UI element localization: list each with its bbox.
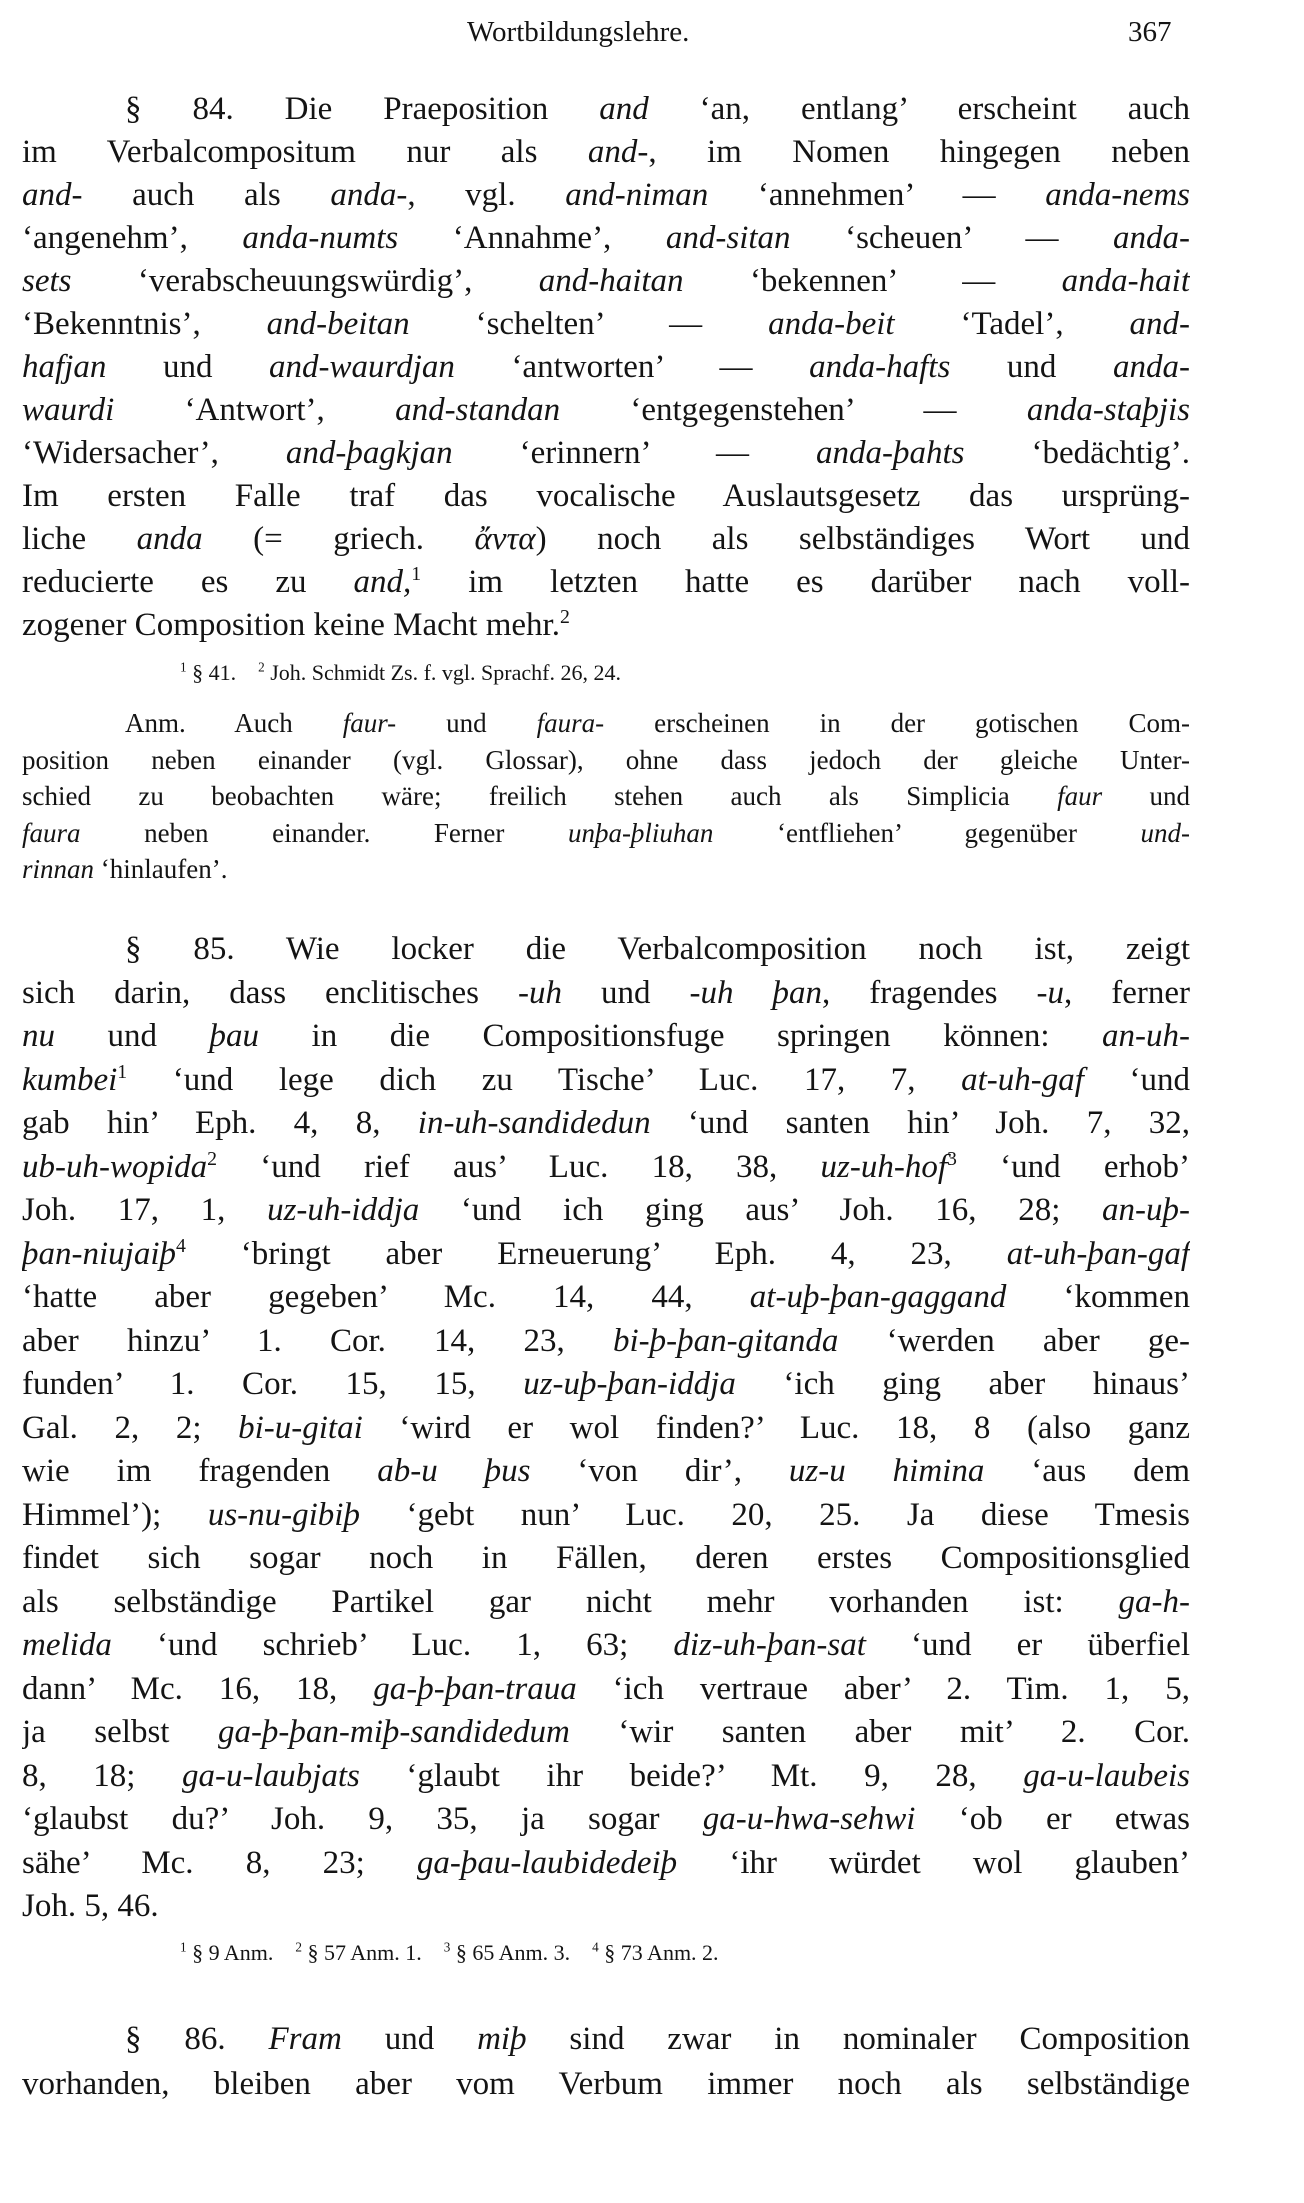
text-run: ‘Tadel’,	[894, 306, 1130, 342]
text-line	[22, 2017, 1190, 2062]
text-run: ‘bringt aber Erneuerung’ Eph. 4, 23,	[185, 1235, 1007, 1272]
gothic-word: and-beitan	[266, 306, 410, 342]
text-line	[22, 1059, 1190, 1103]
text-run: vorhanden, bleiben aber vom Verbum immer noch als selbständige	[22, 2066, 1190, 2102]
text-line	[22, 432, 1190, 475]
text-run: ‘ob er etwas	[915, 1801, 1190, 1837]
gothic-word: bi-þ-þan-gitanda	[612, 1322, 839, 1359]
gothic-word: ga-þau-laubidedeiþ	[416, 1844, 678, 1881]
gothic-word: and-sitan	[665, 220, 791, 256]
gothic-word: ga-u-laubeis	[1023, 1757, 1190, 1794]
text-run: zogener Composition keine Macht mehr.	[22, 607, 560, 643]
gothic-word: at-uh-þan-gaf	[1006, 1235, 1190, 1272]
text-line	[22, 389, 1190, 432]
text-line	[22, 1407, 1190, 1451]
text-run: ‘bedächtig’.	[964, 435, 1190, 471]
gothic-word: uz-uh-iddja	[267, 1192, 420, 1228]
text-run: als selbständige Partikel gar nicht mehr vorhanden ist:	[22, 1583, 1119, 1620]
gothic-word: an-uþ-	[1102, 1192, 1190, 1228]
footnotes-85	[180, 1938, 719, 1968]
text-run: gab hin’ Eph. 4, 8,	[22, 1105, 418, 1141]
text-run: ‘aus dem	[984, 1453, 1190, 1489]
text-run: liche	[22, 521, 137, 557]
gothic-word: and-	[1129, 306, 1190, 342]
text-line	[22, 1189, 1190, 1233]
footnote-marker: 2	[295, 1939, 302, 1955]
text-run: ) noch als selbständiges Wort und	[535, 521, 1190, 557]
footnotes-84	[180, 658, 621, 688]
text-run: ‘und rief aus’ Luc. 18, 38,	[217, 1148, 821, 1185]
gothic-word: ub-uh-wopida	[22, 1148, 208, 1185]
text-run: § 86.	[125, 2021, 269, 2057]
gothic-word: us-nu-gibiþ	[207, 1496, 360, 1533]
text-run: ‘ich ging aber hinaus’	[735, 1366, 1190, 1402]
text-run: ‘Antwort’,	[114, 392, 396, 428]
text-run: § 41.	[186, 660, 259, 685]
gothic-word: uz-uþ-þan-iddja	[523, 1366, 736, 1402]
text-line	[22, 604, 1190, 647]
gothic-word: and-niman	[565, 177, 709, 213]
gothic-word: waurdi	[22, 392, 115, 428]
text-run: Gal. 2, 2;	[22, 1409, 239, 1446]
text-run: im Verbalcompositum nur als	[22, 134, 588, 170]
text-run: ‘und erhob’	[956, 1148, 1190, 1185]
text-run: ‘und schrieb’ Luc. 1, 63;	[111, 1627, 674, 1663]
gothic-word: faura	[22, 817, 81, 848]
footnote-marker: 1	[180, 659, 187, 675]
text-run: ‘und	[1083, 1061, 1190, 1098]
gothic-word: nu	[22, 1018, 55, 1054]
text-line	[22, 1798, 1190, 1842]
text-run: ‘und er überfiel	[865, 1627, 1190, 1663]
text-run: ‘verabscheuungswürdig’,	[71, 263, 539, 299]
text-line	[22, 742, 1190, 779]
text-run: und	[106, 349, 270, 385]
text-run: ‘Bekenntnis’,	[22, 306, 267, 342]
gothic-word: þan-niujaiþ	[22, 1235, 176, 1272]
footnote-marker: 4	[592, 1939, 599, 1955]
text-run: neben einander. Ferner	[80, 817, 568, 848]
gothic-word: and-þagkjan	[285, 435, 453, 471]
gothic-word: and-standan	[395, 392, 561, 428]
text-run: ‘wir santen aber mit’ 2. Cor.	[569, 1714, 1190, 1750]
text-line	[22, 1885, 1190, 1929]
text-run: ‘gebt nun’ Luc. 20, 25. Ja diese Tmesis	[359, 1496, 1190, 1533]
text-run: und	[55, 1018, 210, 1054]
text-run: ‘schelten’ —	[409, 306, 769, 342]
text-run: § 65 Anm. 3.	[450, 1940, 593, 1965]
text-run: § 84. Die Praeposition	[125, 91, 600, 127]
text-line	[22, 346, 1190, 389]
running-title: Wortbildungslehre.	[467, 16, 690, 48]
gothic-word: anda-hait	[1061, 263, 1190, 299]
gothic-word: rinnan	[22, 854, 95, 884]
text-line	[22, 851, 1190, 888]
gothic-word: anda-staþjis	[1026, 392, 1190, 428]
gothic-word: ga-þ-þan-miþ-sandidedum	[217, 1714, 570, 1750]
text-line	[22, 260, 1190, 303]
text-run: und	[1102, 781, 1190, 811]
text-run: 8, 18;	[22, 1757, 183, 1794]
gothic-word: þau	[209, 1018, 260, 1054]
gothic-word: anda-	[1113, 220, 1190, 256]
gothic-word: -uh	[517, 974, 562, 1011]
text-line	[22, 475, 1190, 518]
text-line	[22, 2062, 1190, 2107]
gothic-word: unþa-þliuhan	[567, 817, 714, 848]
gothic-word: faura-	[536, 708, 605, 738]
text-run: ‘scheuen’ —	[790, 220, 1113, 256]
gothic-word: melida	[22, 1627, 112, 1663]
text-run: in die Compositionsfuge springen können:	[259, 1018, 1103, 1054]
text-run: (= griech.	[202, 521, 475, 557]
text-run: im letzten hatte es darüber nach voll-	[421, 564, 1190, 600]
text-line	[22, 815, 1190, 852]
gothic-word: -u	[1036, 974, 1064, 1011]
gothic-word: and-haitan	[538, 263, 684, 299]
paragraph-84	[22, 88, 1190, 647]
gothic-word: ga-u-laubjats	[182, 1757, 360, 1794]
text-run: erscheinen in der gotischen Com-	[604, 708, 1190, 738]
gothic-word: anda-nems	[1045, 177, 1190, 213]
text-run: § 73 Anm. 2.	[598, 1940, 719, 1965]
text-line	[22, 1233, 1190, 1277]
text-run: ‘von dir’,	[530, 1453, 789, 1489]
footnote-marker: 3	[443, 1939, 451, 1955]
text-line	[22, 1015, 1190, 1059]
text-run: ja selbst	[22, 1714, 218, 1750]
gothic-word: ga-þ-þan-traua	[373, 1670, 577, 1707]
text-run: und	[561, 974, 690, 1011]
text-run: ‘annehmen’ —	[708, 177, 1046, 213]
gothic-word: and-	[22, 177, 83, 213]
text-run: ‘entgegenstehen’ —	[560, 392, 1027, 428]
footnote-marker: 2	[559, 606, 570, 628]
footnote-marker: 3	[947, 1147, 957, 1170]
text-line	[22, 972, 1190, 1016]
gothic-word: anda-hafts	[809, 349, 951, 385]
footnote-marker: 4	[176, 1234, 186, 1257]
text-run: dann’ Mc. 16, 18,	[22, 1670, 374, 1707]
text-line	[22, 131, 1190, 174]
gothic-word: at-uþ-þan-gaggand	[749, 1279, 1007, 1315]
gothic-word: ga-u-hwa-sehwi	[702, 1801, 916, 1837]
text-line	[22, 928, 1190, 972]
text-run: position neben einander (vgl. Glossar), ohne dass jedoch der gleiche Unter-	[22, 744, 1190, 775]
gothic-word: and,	[353, 564, 412, 600]
text-run: ‘Widersacher’,	[22, 435, 286, 471]
gothic-word: hafjan	[22, 349, 107, 385]
text-run: funden’ 1. Cor. 15, 15,	[22, 1366, 524, 1402]
gothic-word: anda-þahts	[816, 435, 965, 471]
text-line	[22, 1624, 1190, 1668]
gothic-word: kumbei	[22, 1061, 118, 1098]
text-line	[22, 174, 1190, 217]
gothic-word: -uh þan	[689, 974, 822, 1011]
text-run: ‘und lege dich zu Tische’ Luc. 17, 7,	[127, 1061, 962, 1098]
footnote-marker: 1	[180, 1939, 187, 1955]
gothic-word: anda-beit	[768, 306, 895, 342]
gothic-word: sets	[22, 263, 72, 299]
text-line	[22, 1711, 1190, 1755]
gothic-word: bi-u-gitai	[238, 1409, 363, 1446]
gothic-word: anda-numts	[242, 220, 399, 256]
text-line	[22, 1537, 1190, 1581]
text-run: ‘glaubst du?’ Joh. 9, 35, ja sogar	[22, 1801, 703, 1837]
text-run: § 85. Wie locker die Verbalcomposition noch ist, zeigt	[125, 931, 1190, 967]
text-run: sind zwar in nominaler Composition	[526, 2021, 1190, 2057]
text-line	[22, 1494, 1190, 1538]
text-run: und	[950, 349, 1114, 385]
text-run: auch als	[82, 177, 331, 213]
text-run: findet sich sogar noch in Fällen, deren erstes Compositionsglied	[22, 1540, 1190, 1576]
text-line	[22, 518, 1190, 561]
text-line	[22, 561, 1190, 604]
gothic-word: ἄντα	[474, 521, 536, 557]
text-run: ‘ich vertraue aber’ 2. Tim. 1, 5,	[576, 1670, 1190, 1707]
text-line	[22, 217, 1190, 260]
footnote-marker: 2	[258, 659, 265, 675]
gothic-word: ab-u þus	[377, 1453, 531, 1489]
text-run: wie im fragenden	[22, 1453, 378, 1489]
annotation-84	[22, 705, 1190, 888]
text-run: Himmel’);	[22, 1496, 208, 1533]
text-run: Im ersten Falle traf das vocalische Auslautsgesetz das ursprüng-	[22, 478, 1190, 514]
text-line	[22, 1450, 1190, 1494]
gothic-word: Fram	[268, 2021, 342, 2057]
gothic-word: uz-uh-hof	[820, 1148, 948, 1185]
text-run: reducierte es zu	[22, 564, 354, 600]
gothic-word: anda-	[330, 177, 408, 213]
text-run: Anm. Auch	[125, 708, 343, 738]
text-line	[22, 1146, 1190, 1190]
text-run: ‘entfliehen’ gegenüber	[713, 817, 1141, 848]
text-run: ‘bekennen’ —	[683, 263, 1062, 299]
gothic-word: und-	[1140, 817, 1190, 848]
text-run: , fragendes	[821, 974, 1037, 1011]
text-run: und	[341, 2021, 478, 2057]
text-run: ‘wird er wol finden?’ Luc. 18, 8 (also ganz	[362, 1409, 1190, 1446]
text-run: ‘Annahme’,	[398, 220, 666, 256]
gothic-word: anda	[136, 521, 203, 557]
text-run: ‘ihr würdet wol glauben’	[677, 1844, 1190, 1881]
gothic-word: and-waurdjan	[269, 349, 455, 385]
text-run: Joh. 17, 1,	[22, 1192, 268, 1228]
text-run: § 57 Anm. 1.	[301, 1940, 444, 1965]
footnote-marker: 2	[207, 1147, 218, 1170]
text-run: und	[396, 708, 537, 738]
text-line	[22, 1320, 1190, 1364]
text-run: sähe’ Mc. 8, 23;	[22, 1844, 417, 1881]
gothic-word: and-	[587, 134, 649, 170]
text-run: ‘kommen	[1006, 1279, 1190, 1315]
text-run: schied zu beobachten wäre; freilich stehen auch als Simplicia	[22, 781, 1058, 811]
text-run: sich darin, dass enclitisches	[22, 974, 518, 1011]
text-line	[22, 1102, 1190, 1146]
text-run: , im Nomen hingegen neben	[648, 134, 1190, 170]
gothic-word: miþ	[477, 2021, 527, 2057]
text-line	[22, 303, 1190, 346]
footnote-marker: 1	[117, 1060, 128, 1083]
gothic-word: faur	[1057, 781, 1103, 811]
gothic-word: an-uh-	[1102, 1018, 1190, 1054]
text-run: ‘an, entlang’ erscheint auch	[648, 91, 1190, 127]
text-line	[22, 88, 1190, 131]
gothic-word: anda-	[1113, 349, 1190, 385]
gothic-word: at-uh-gaf	[961, 1061, 1084, 1098]
gothic-word: and	[599, 91, 649, 127]
gothic-word: uz-u himina	[788, 1453, 985, 1489]
text-run: aber hinzu’ 1. Cor. 14, 23,	[22, 1322, 613, 1359]
text-run: ‘und santen hin’ Joh. 7, 32,	[650, 1105, 1190, 1141]
gothic-word: in-uh-sandidedun	[417, 1105, 651, 1141]
gothic-word: faur-	[342, 708, 397, 738]
text-run: ‘hinlaufen’.	[94, 854, 228, 884]
text-line	[22, 705, 1190, 742]
text-line	[22, 1581, 1190, 1625]
text-run: ‘angenehm’,	[22, 220, 243, 256]
text-run: , ferner	[1064, 974, 1190, 1011]
footnote-marker: 1	[411, 563, 422, 585]
gothic-word: diz-uh-þan-sat	[673, 1627, 866, 1663]
text-run: , vgl.	[407, 177, 566, 213]
gothic-word: ga-h-	[1118, 1583, 1190, 1620]
paragraph-85	[22, 928, 1190, 1929]
text-run: ‘antworten’ —	[454, 349, 810, 385]
text-line	[22, 778, 1190, 815]
text-run: § 9 Anm.	[186, 1940, 296, 1965]
text-line	[22, 1755, 1190, 1799]
text-run: ‘glaubt ihr beide?’ Mt. 9, 28,	[359, 1757, 1024, 1794]
text-run: Joh. 5, 46.	[22, 1888, 159, 1924]
text-run: ‘erinnern’ —	[452, 435, 817, 471]
text-line	[22, 1842, 1190, 1886]
text-line	[22, 1668, 1190, 1712]
text-line	[22, 1363, 1190, 1407]
text-run: ‘und ich ging aus’ Joh. 16, 28;	[419, 1192, 1103, 1228]
text-run: Joh. Schmidt Zs. f. vgl. Sprachf. 26, 24.	[264, 660, 621, 685]
paragraph-86	[22, 2017, 1190, 2107]
text-run: ‘werden aber ge-	[838, 1322, 1190, 1359]
text-run: ‘hatte aber gegeben’ Mc. 14, 44,	[22, 1279, 750, 1315]
text-line	[22, 1276, 1190, 1320]
page-number: 367	[1128, 16, 1172, 48]
